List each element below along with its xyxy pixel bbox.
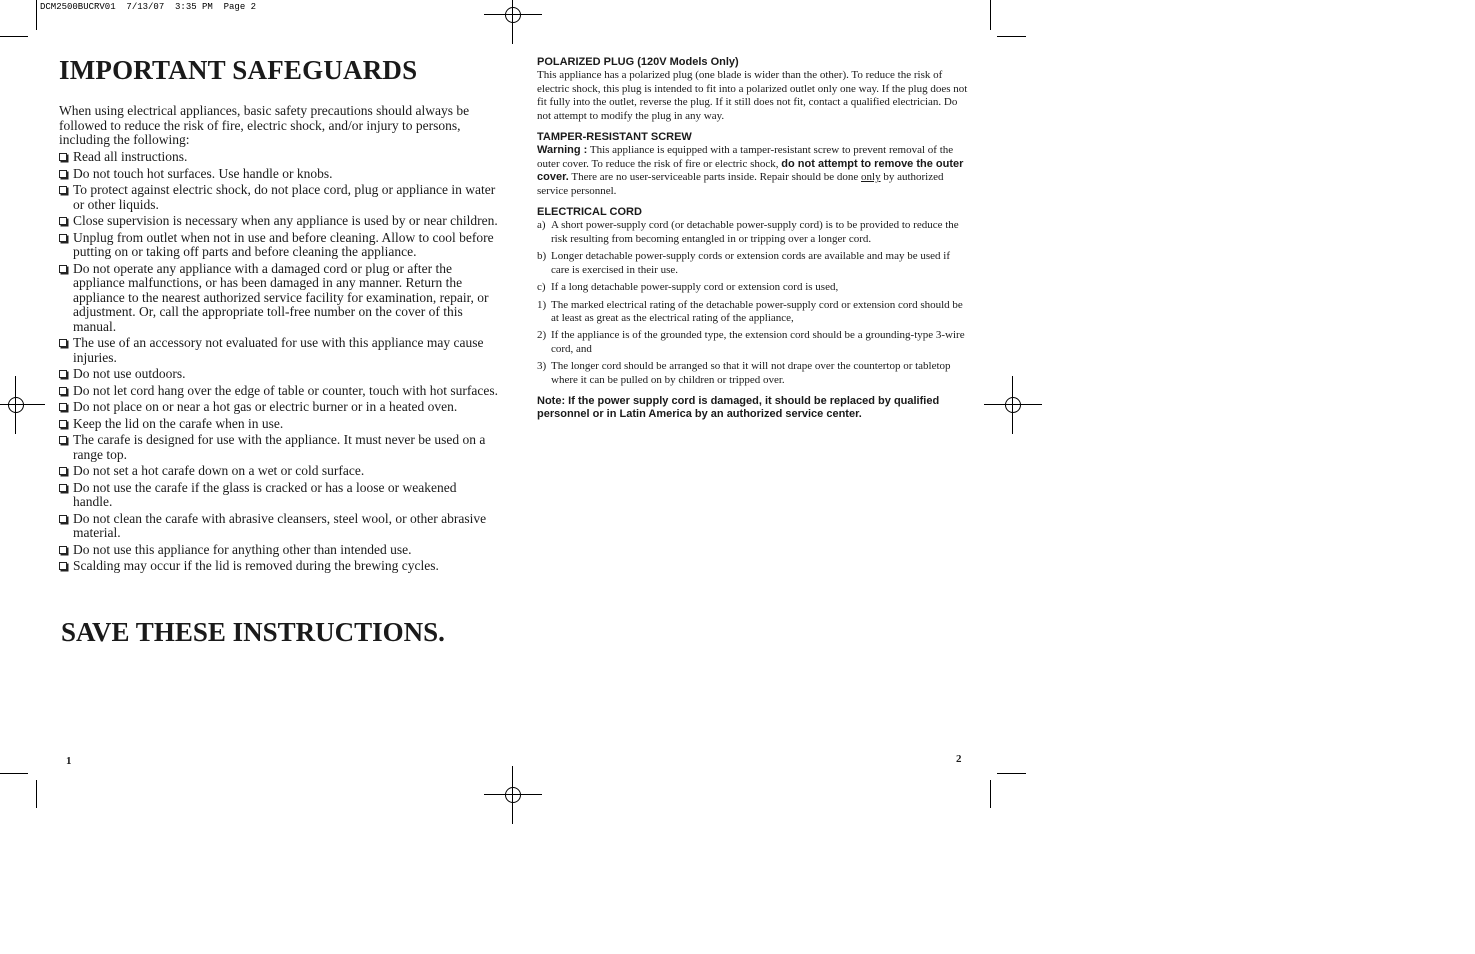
save-instructions-heading: SAVE THESE INSTRUCTIONS. bbox=[61, 617, 445, 647]
registration-mark-bottom bbox=[484, 766, 542, 824]
list-item: Scalding may occur if the lid is removed during the brewing cycles. bbox=[59, 559, 499, 574]
list-item: Do not use this appliance for anything other than intended use. bbox=[59, 543, 499, 558]
crop-mark-top-left-h bbox=[0, 36, 28, 37]
page-number-left: 1 bbox=[66, 755, 72, 767]
checkbox-icon bbox=[59, 420, 67, 428]
polarized-plug-heading: POLARIZED PLUG (120V Models Only) bbox=[537, 56, 739, 68]
electrical-cord-heading: ELECTRICAL CORD bbox=[537, 206, 642, 219]
list-item: Do not let cord hang over the edge of table or counter, touch with hot surfaces. bbox=[59, 384, 499, 399]
checkbox-icon bbox=[59, 339, 67, 347]
safeguards-intro: When using electrical appliances, basic safety precautions should always be followed to reduce the risk of fire, electric shock, and/or injury to persons, including the following: bbox=[59, 103, 470, 147]
checkbox-icon bbox=[59, 484, 67, 492]
list-item: 3) The longer cord should be arranged so that it will not drape over the countertop or tabletop where it can be pulled on by children or tripped over. bbox=[537, 360, 951, 386]
checkbox-icon bbox=[59, 436, 67, 444]
list-item: c) If a long detachable power-supply cord or extension cord is used, bbox=[537, 281, 839, 294]
registration-mark-left bbox=[0, 376, 45, 434]
list-item: The use of an accessory not evaluated for use with this appliance may cause injuries. bbox=[59, 336, 499, 365]
crop-mark-top-left-v bbox=[36, 0, 37, 30]
polarized-plug-body: This appliance has a polarized plug (one blade is wider than the other). To reduce the risk of electric shock, this plug is intended to fit into a polarized outlet only one way. If the plug does not fit fully into the outlet, reverse the plug. If it still does not fit, contact a qualified electrician. Do not attempt to modify the plug in any way. bbox=[537, 69, 968, 122]
registration-mark-right bbox=[984, 376, 1042, 434]
tamper-screw-heading: TAMPER-RESISTANT SCREW bbox=[537, 131, 692, 144]
list-item: Do not operate any appliance with a damaged cord or plug or after the appliance malfunctions, or has been damaged in any manner. Return the appliance to the nearest authorized service facility for examination, repair, or adjustment. Or, call the appropriate toll-free number on the cover of this manual. bbox=[59, 262, 499, 335]
checkbox-icon bbox=[59, 170, 67, 178]
list-item: Do not clean the carafe with abrasive cleansers, steel wool, or other abrasive material. bbox=[59, 512, 499, 541]
checkbox-icon bbox=[59, 265, 67, 273]
list-item: b) Longer detachable power-supply cords or extension cords are available and may be used if care is exercised in their use. bbox=[537, 250, 950, 276]
list-item: Do not place on or near a hot gas or electric burner or in a heated oven. bbox=[59, 400, 499, 415]
list-item: The carafe is designed for use with the appliance. It must never be used on a range top. bbox=[59, 433, 499, 462]
checkbox-icon bbox=[59, 562, 67, 570]
crop-mark-bottom-left-h bbox=[0, 773, 28, 774]
crop-mark-bottom-left-v bbox=[36, 780, 37, 808]
list-item: Do not use outdoors. bbox=[59, 367, 499, 382]
list-item: Do not touch hot surfaces. Use handle or knobs. bbox=[59, 167, 499, 182]
electrical-cord-list bbox=[537, 219, 969, 386]
checkbox-icon bbox=[59, 403, 67, 411]
checkbox-icon bbox=[59, 546, 67, 554]
printer-slug: DCM2500BUCRV01 7/13/07 3:35 PM Page 2 bbox=[40, 2, 257, 12]
crop-mark-bottom-right-h bbox=[997, 773, 1026, 774]
list-item: Close supervision is necessary when any appliance is used by or near children. bbox=[59, 214, 499, 229]
list-item: Keep the lid on the carafe when in use. bbox=[59, 417, 499, 432]
page-title: IMPORTANT SAFEGUARDS bbox=[59, 55, 418, 85]
crop-mark-bottom-right-v bbox=[990, 780, 991, 808]
checkbox-icon bbox=[59, 467, 67, 475]
checkbox-icon bbox=[59, 515, 67, 523]
checkbox-icon bbox=[59, 186, 67, 194]
crop-mark-top-right-h bbox=[997, 36, 1026, 37]
list-item: a) A short power-supply cord (or detachable power-supply cord) is to be provided to reduce the risk resulting from becoming entangled in or tripping over a longer cord. bbox=[537, 219, 959, 245]
bold-warning: do not attempt to remove the outer cover. bbox=[537, 157, 964, 184]
list-item: Do not set a hot carafe down on a wet or cold surface. bbox=[59, 464, 499, 479]
checkbox-icon bbox=[59, 217, 67, 225]
power-cord-note: Note: If the power supply cord is damaged, it should be replaced by qualified personnel or in Latin America by an authorized service center. bbox=[537, 394, 940, 421]
page-number-right: 2 bbox=[956, 753, 962, 765]
checkbox-icon bbox=[59, 370, 67, 378]
crop-mark-top-right-v bbox=[990, 0, 991, 30]
checkbox-icon bbox=[59, 153, 67, 161]
right-page-column bbox=[537, 56, 969, 422]
tamper-screw-body: Warning : This appliance is equipped with a tamper-resistant screw to prevent removal of the outer cover. To reduce the risk of fire or electric shock, do not attempt to remove the outer cover. There are no user-serviceable parts inside. Repair should be done only by authorized service personnel. bbox=[537, 144, 964, 197]
list-item: Unplug from outlet when not in use and before cleaning. Allow to cool before putting on or taking off parts and before cleaning the appliance. bbox=[59, 231, 499, 260]
checkbox-icon bbox=[59, 234, 67, 242]
warning-label: Warning : bbox=[537, 144, 588, 157]
list-item: Read all instructions. bbox=[59, 150, 499, 165]
registration-mark-top bbox=[484, 0, 542, 44]
underlined-only: only bbox=[861, 171, 881, 184]
safeguards-list bbox=[59, 150, 499, 576]
list-item: To protect against electric shock, do not place cord, plug or appliance in water or other liquids. bbox=[59, 183, 499, 212]
list-item: 1) The marked electrical rating of the detachable power-supply cord or extension cord should be at least as great as the electrical rating of the appliance, bbox=[537, 298, 963, 324]
list-item: Do not use the carafe if the glass is cracked or has a loose or weakened handle. bbox=[59, 481, 499, 510]
list-item: 2) If the appliance is of the grounded type, the extension cord should be a grounding-type 3-wire cord, and bbox=[537, 329, 965, 355]
checkbox-icon bbox=[59, 387, 67, 395]
